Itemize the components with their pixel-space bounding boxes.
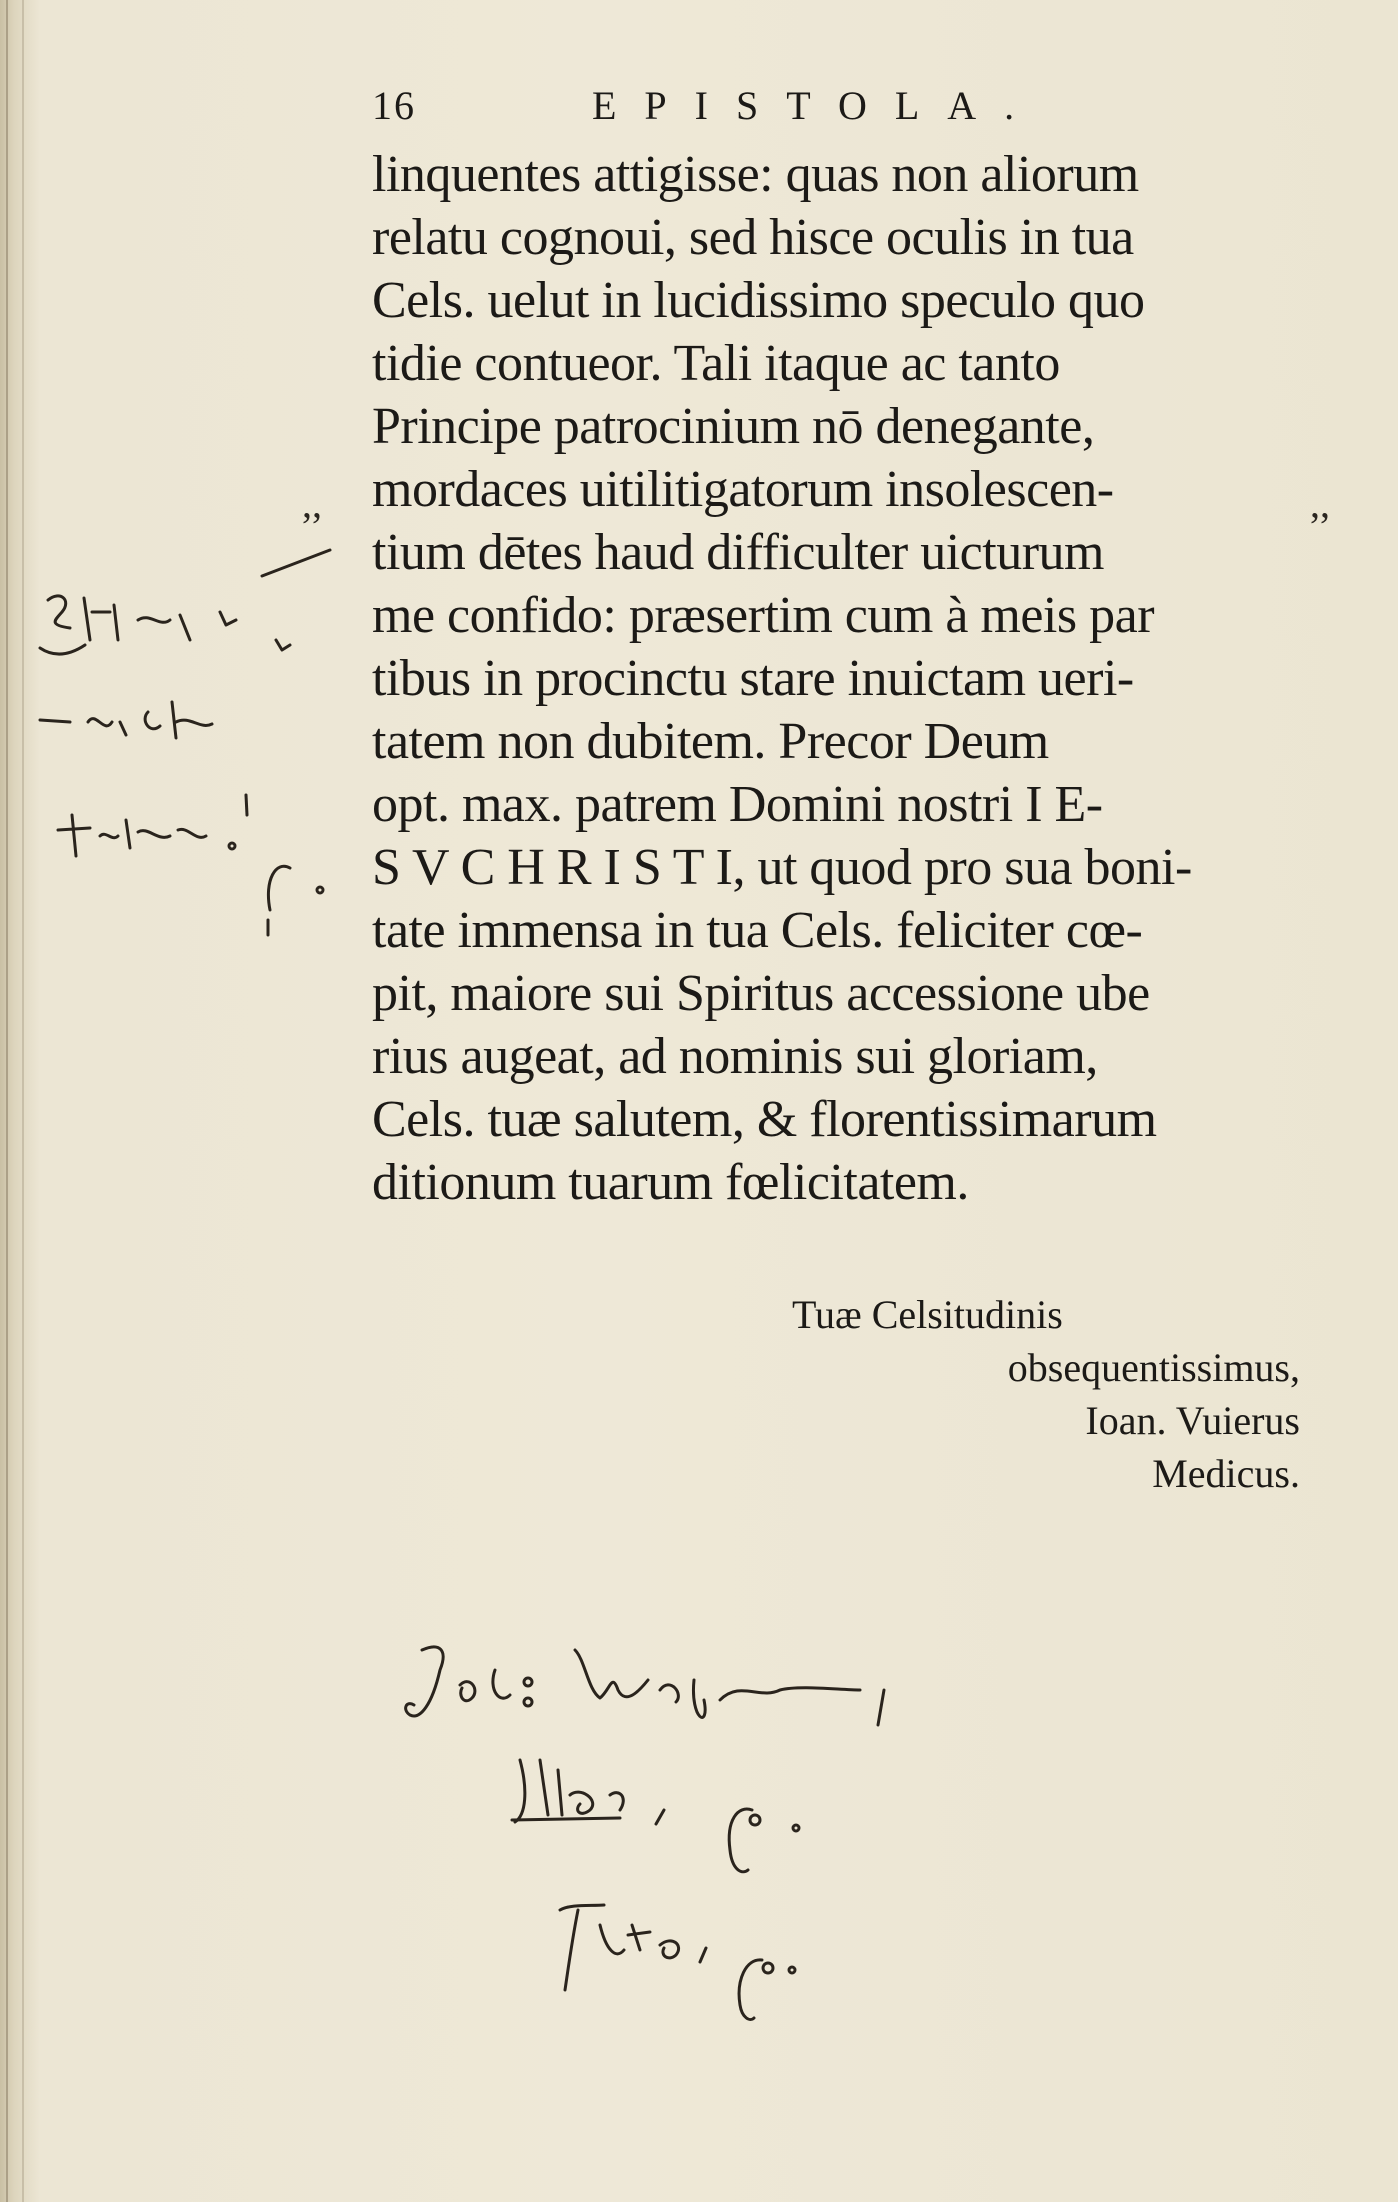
margin-quote-mark: ,,: [302, 481, 322, 526]
margin-scribble: [84, 598, 118, 640]
margin-scribble: [40, 645, 85, 654]
text-line: ditionum tuarum fœlicitatem.: [372, 1154, 969, 1211]
inscription-stroke: [515, 1760, 623, 1822]
text-line: linquentes attigisse: quas non aliorum: [372, 146, 1139, 203]
margin-bracket: [268, 866, 290, 935]
margin-scribble: [145, 702, 212, 738]
closing-line: Tuæ Celsitudinis: [792, 1292, 1063, 1337]
margin-scribble: [58, 815, 90, 856]
text-line: Cels. tuæ salutem, & florentissimarum: [372, 1091, 1157, 1148]
inscription-stroke: [460, 1670, 510, 1701]
closing-line: obsequentissimus,: [1007, 1345, 1300, 1390]
text-line: opt. max. patrem Domini nostri I E-: [372, 776, 1103, 833]
text-line: tatem non dubitem. Precor Deum: [372, 713, 1049, 770]
inscription-stroke: [656, 1810, 664, 1824]
closing-line: Medicus.: [1152, 1451, 1300, 1496]
text-line: Principe patrocinium nō denegante,: [372, 398, 1095, 455]
text-line: rius augeat, ad nominis sui gloriam,: [372, 1028, 1098, 1085]
text-line: Cels. uelut in lucidissimo speculo quo: [372, 272, 1145, 329]
margin-scribble: [100, 820, 206, 848]
text-line: tate immensa in tua Cels. feliciter cœ-: [372, 902, 1143, 959]
margin-stroke: [262, 550, 330, 576]
folio-number: 16: [372, 83, 416, 128]
inscription-stroke: [739, 1960, 762, 2020]
text-line: tibus in procinctu stare inuictam ueri-: [372, 650, 1134, 707]
text-line: mordaces uitilitigatorum insolescen-: [372, 461, 1114, 518]
text-line: me confido: præsertim cum à meis par: [372, 587, 1155, 644]
margin-scribble: [276, 640, 290, 650]
margin-scribble: [40, 719, 126, 735]
inscription-stroke: [406, 1647, 443, 1716]
inscription-stroke: [560, 1905, 706, 1990]
text-line: tium dētes haud difficulter uicturum: [372, 524, 1104, 581]
text-line: pit, maiore sui Spiritus accessione ube: [372, 965, 1150, 1022]
inscription-stroke: [729, 1809, 752, 1872]
text-line: relatu cognoui, sed hisce oculis in tua: [372, 209, 1134, 266]
inscription-stroke: [575, 1650, 884, 1725]
margin-scribble: [138, 615, 190, 640]
running-title: EPISTOLA.: [592, 83, 1043, 128]
margin-quote-mark: ,,: [1310, 481, 1330, 526]
text-line: S V C H R I S T I, ut quod pro sua boni-: [372, 839, 1192, 896]
text-line: tidie contueor. Tali itaque ac tanto: [372, 335, 1060, 392]
inscription-stroke: [512, 1818, 620, 1820]
closing-line: Ioan. Vuierus: [1085, 1398, 1300, 1443]
margin-scribble: [246, 795, 247, 815]
margin-scribble: [220, 612, 236, 625]
margin-scribble: [48, 596, 70, 628]
